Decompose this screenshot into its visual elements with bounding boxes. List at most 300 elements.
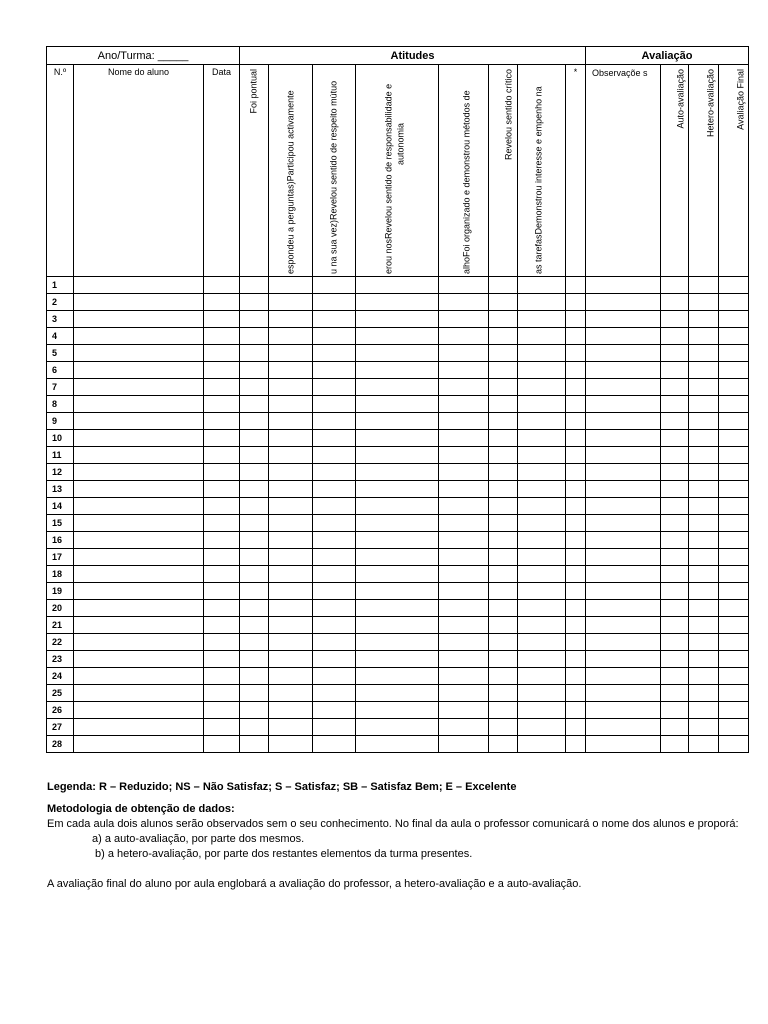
table-cell[interactable] [586,362,661,379]
table-cell[interactable] [719,668,749,685]
table-cell[interactable] [204,362,240,379]
table-cell[interactable] [661,447,689,464]
table-cell[interactable] [719,549,749,566]
table-cell[interactable] [586,447,661,464]
table-cell[interactable] [566,549,586,566]
table-cell[interactable] [586,345,661,362]
table-cell[interactable] [269,447,313,464]
table-cell[interactable] [240,311,269,328]
table-cell[interactable] [689,430,719,447]
table-cell[interactable] [566,396,586,413]
table-cell[interactable] [269,413,313,430]
table-cell[interactable] [661,532,689,549]
table-cell[interactable] [356,566,439,583]
table-cell[interactable] [518,430,566,447]
table-cell[interactable] [439,583,489,600]
table-cell[interactable] [566,532,586,549]
table-cell[interactable] [719,345,749,362]
table-cell[interactable] [439,515,489,532]
table-cell[interactable] [439,294,489,311]
table-cell[interactable] [74,447,204,464]
table-cell[interactable] [356,447,439,464]
table-cell[interactable] [313,345,356,362]
table-cell[interactable] [74,481,204,498]
table-cell[interactable] [439,549,489,566]
table-cell[interactable] [489,362,518,379]
table-cell[interactable] [269,532,313,549]
table-cell[interactable] [439,736,489,753]
table-cell[interactable] [518,583,566,600]
table-cell[interactable] [204,685,240,702]
table-cell[interactable] [661,328,689,345]
table-cell[interactable] [489,685,518,702]
table-cell[interactable] [566,430,586,447]
table-cell[interactable] [586,379,661,396]
table-cell[interactable] [566,379,586,396]
table-cell[interactable] [719,464,749,481]
table-cell[interactable] [74,668,204,685]
table-cell[interactable] [240,294,269,311]
table-cell[interactable] [439,702,489,719]
table-cell[interactable] [439,362,489,379]
table-cell[interactable] [586,566,661,583]
table-cell[interactable] [204,379,240,396]
table-cell[interactable] [439,651,489,668]
table-cell[interactable] [356,583,439,600]
table-cell[interactable] [689,634,719,651]
table-cell[interactable] [356,668,439,685]
table-cell[interactable] [518,702,566,719]
table-cell[interactable] [661,277,689,294]
table-cell[interactable] [356,719,439,736]
table-cell[interactable] [489,600,518,617]
table-cell[interactable] [719,651,749,668]
table-cell[interactable] [439,396,489,413]
table-cell[interactable] [240,430,269,447]
table-cell[interactable] [269,362,313,379]
table-cell[interactable] [518,498,566,515]
table-cell[interactable] [204,413,240,430]
table-cell[interactable] [489,464,518,481]
table-cell[interactable] [269,634,313,651]
table-cell[interactable] [661,549,689,566]
table-cell[interactable] [204,328,240,345]
table-cell[interactable] [74,583,204,600]
table-cell[interactable] [489,430,518,447]
table-cell[interactable] [689,702,719,719]
table-cell[interactable] [586,651,661,668]
table-cell[interactable] [439,430,489,447]
table-cell[interactable] [269,583,313,600]
table-cell[interactable] [489,277,518,294]
table-cell[interactable] [489,328,518,345]
table-cell[interactable] [489,549,518,566]
table-cell[interactable] [356,736,439,753]
table-cell[interactable] [204,736,240,753]
table-cell[interactable] [74,532,204,549]
table-cell[interactable] [74,430,204,447]
table-cell[interactable] [566,651,586,668]
table-cell[interactable] [566,702,586,719]
table-cell[interactable] [74,736,204,753]
table-cell[interactable] [439,447,489,464]
table-cell[interactable] [661,345,689,362]
table-cell[interactable] [269,345,313,362]
table-cell[interactable] [356,362,439,379]
table-cell[interactable] [566,277,586,294]
table-cell[interactable] [661,600,689,617]
table-cell[interactable] [269,498,313,515]
table-cell[interactable] [661,617,689,634]
table-cell[interactable] [719,294,749,311]
table-cell[interactable] [313,498,356,515]
table-cell[interactable] [204,430,240,447]
table-cell[interactable] [689,668,719,685]
table-cell[interactable] [518,600,566,617]
table-cell[interactable] [661,464,689,481]
table-cell[interactable] [518,719,566,736]
table-cell[interactable] [204,498,240,515]
table-cell[interactable] [719,413,749,430]
table-cell[interactable] [566,617,586,634]
table-cell[interactable] [586,634,661,651]
table-cell[interactable] [204,617,240,634]
table-cell[interactable] [489,345,518,362]
table-cell[interactable] [586,668,661,685]
table-cell[interactable] [356,277,439,294]
table-cell[interactable] [74,719,204,736]
table-cell[interactable] [356,702,439,719]
table-cell[interactable] [269,600,313,617]
table-cell[interactable] [313,651,356,668]
table-cell[interactable] [204,277,240,294]
table-cell[interactable] [204,515,240,532]
table-cell[interactable] [439,617,489,634]
table-cell[interactable] [566,600,586,617]
table-cell[interactable] [719,736,749,753]
table-cell[interactable] [204,311,240,328]
table-cell[interactable] [204,532,240,549]
table-cell[interactable] [240,566,269,583]
table-cell[interactable] [356,311,439,328]
table-cell[interactable] [204,651,240,668]
table-cell[interactable] [240,549,269,566]
table-cell[interactable] [719,379,749,396]
table-cell[interactable] [313,447,356,464]
table-cell[interactable] [586,532,661,549]
table-cell[interactable] [518,328,566,345]
table-cell[interactable] [689,685,719,702]
table-cell[interactable] [689,600,719,617]
table-cell[interactable] [489,634,518,651]
table-cell[interactable] [240,702,269,719]
table-cell[interactable] [661,566,689,583]
table-cell[interactable] [356,379,439,396]
table-cell[interactable] [566,583,586,600]
table-cell[interactable] [313,396,356,413]
table-cell[interactable] [269,685,313,702]
table-cell[interactable] [489,736,518,753]
table-cell[interactable] [719,634,749,651]
table-cell[interactable] [719,311,749,328]
table-cell[interactable] [586,277,661,294]
table-cell[interactable] [661,736,689,753]
table-cell[interactable] [240,583,269,600]
table-cell[interactable] [240,447,269,464]
table-cell[interactable] [489,719,518,736]
table-cell[interactable] [586,719,661,736]
table-cell[interactable] [689,328,719,345]
table-cell[interactable] [204,447,240,464]
table-cell[interactable] [313,583,356,600]
table-cell[interactable] [74,277,204,294]
table-cell[interactable] [586,702,661,719]
table-cell[interactable] [566,515,586,532]
table-cell[interactable] [518,464,566,481]
table-cell[interactable] [661,634,689,651]
table-cell[interactable] [661,668,689,685]
table-cell[interactable] [518,396,566,413]
table-cell[interactable] [269,719,313,736]
table-cell[interactable] [313,481,356,498]
table-cell[interactable] [204,549,240,566]
table-cell[interactable] [689,311,719,328]
table-cell[interactable] [661,685,689,702]
table-cell[interactable] [74,413,204,430]
table-cell[interactable] [313,566,356,583]
table-cell[interactable] [269,566,313,583]
table-cell[interactable] [689,413,719,430]
table-cell[interactable] [661,583,689,600]
table-cell[interactable] [566,481,586,498]
table-cell[interactable] [586,328,661,345]
table-cell[interactable] [240,481,269,498]
table-cell[interactable] [74,311,204,328]
table-cell[interactable] [269,294,313,311]
table-cell[interactable] [313,294,356,311]
table-cell[interactable] [719,702,749,719]
table-cell[interactable] [689,515,719,532]
table-cell[interactable] [313,702,356,719]
table-cell[interactable] [719,277,749,294]
table-cell[interactable] [269,617,313,634]
table-cell[interactable] [489,532,518,549]
table-cell[interactable] [586,481,661,498]
table-cell[interactable] [518,345,566,362]
table-cell[interactable] [489,413,518,430]
table-cell[interactable] [566,328,586,345]
table-cell[interactable] [586,685,661,702]
table-cell[interactable] [566,668,586,685]
table-cell[interactable] [356,498,439,515]
table-cell[interactable] [689,498,719,515]
table-cell[interactable] [269,379,313,396]
table-cell[interactable] [661,651,689,668]
table-cell[interactable] [356,396,439,413]
table-cell[interactable] [240,532,269,549]
table-cell[interactable] [489,668,518,685]
table-cell[interactable] [269,702,313,719]
table-cell[interactable] [566,736,586,753]
table-cell[interactable] [74,396,204,413]
table-cell[interactable] [74,328,204,345]
table-cell[interactable] [313,328,356,345]
table-cell[interactable] [661,719,689,736]
table-cell[interactable] [74,515,204,532]
table-cell[interactable] [489,515,518,532]
table-cell[interactable] [439,277,489,294]
table-cell[interactable] [74,498,204,515]
table-cell[interactable] [689,719,719,736]
table-cell[interactable] [269,481,313,498]
table-cell[interactable] [439,481,489,498]
table-cell[interactable] [439,719,489,736]
table-cell[interactable] [518,634,566,651]
table-cell[interactable] [566,685,586,702]
table-cell[interactable] [689,345,719,362]
table-cell[interactable] [439,379,489,396]
table-cell[interactable] [518,685,566,702]
table-cell[interactable] [719,685,749,702]
table-cell[interactable] [586,549,661,566]
table-cell[interactable] [566,447,586,464]
table-cell[interactable] [240,413,269,430]
table-cell[interactable] [439,685,489,702]
table-cell[interactable] [586,464,661,481]
table-cell[interactable] [689,447,719,464]
table-cell[interactable] [661,702,689,719]
table-cell[interactable] [269,430,313,447]
table-cell[interactable] [269,277,313,294]
table-cell[interactable] [566,345,586,362]
table-cell[interactable] [313,311,356,328]
table-cell[interactable] [240,515,269,532]
table-cell[interactable] [489,294,518,311]
table-cell[interactable] [269,396,313,413]
table-cell[interactable] [518,668,566,685]
table-cell[interactable] [74,362,204,379]
table-cell[interactable] [566,413,586,430]
table-cell[interactable] [313,464,356,481]
table-cell[interactable] [356,651,439,668]
table-cell[interactable] [439,566,489,583]
table-cell[interactable] [689,277,719,294]
table-cell[interactable] [661,396,689,413]
table-cell[interactable] [204,600,240,617]
table-cell[interactable] [439,311,489,328]
table-cell[interactable] [74,549,204,566]
table-cell[interactable] [204,294,240,311]
table-cell[interactable] [356,294,439,311]
table-cell[interactable] [356,328,439,345]
table-cell[interactable] [489,396,518,413]
table-cell[interactable] [269,328,313,345]
table-cell[interactable] [240,498,269,515]
table-cell[interactable] [566,498,586,515]
table-cell[interactable] [356,532,439,549]
table-cell[interactable] [518,294,566,311]
table-cell[interactable] [586,583,661,600]
table-cell[interactable] [74,617,204,634]
table-cell[interactable] [74,379,204,396]
table-cell[interactable] [518,379,566,396]
table-cell[interactable] [719,481,749,498]
table-cell[interactable] [719,566,749,583]
table-cell[interactable] [240,277,269,294]
table-cell[interactable] [439,634,489,651]
table-cell[interactable] [586,311,661,328]
table-cell[interactable] [313,379,356,396]
table-cell[interactable] [518,549,566,566]
table-cell[interactable] [313,362,356,379]
table-cell[interactable] [204,702,240,719]
table-cell[interactable] [439,345,489,362]
table-cell[interactable] [269,736,313,753]
table-cell[interactable] [74,566,204,583]
table-cell[interactable] [586,515,661,532]
table-cell[interactable] [489,447,518,464]
table-cell[interactable] [719,430,749,447]
table-cell[interactable] [566,362,586,379]
table-cell[interactable] [719,600,749,617]
table-cell[interactable] [74,685,204,702]
table-cell[interactable] [269,515,313,532]
table-cell[interactable] [689,464,719,481]
table-cell[interactable] [518,481,566,498]
table-cell[interactable] [586,736,661,753]
table-cell[interactable] [74,345,204,362]
table-cell[interactable] [566,566,586,583]
table-cell[interactable] [240,617,269,634]
table-cell[interactable] [240,345,269,362]
table-cell[interactable] [689,396,719,413]
table-cell[interactable] [356,345,439,362]
table-cell[interactable] [204,719,240,736]
table-cell[interactable] [518,651,566,668]
table-cell[interactable] [661,379,689,396]
table-cell[interactable] [489,498,518,515]
table-cell[interactable] [489,566,518,583]
table-cell[interactable] [489,617,518,634]
table-cell[interactable] [566,311,586,328]
table-cell[interactable] [489,311,518,328]
table-cell[interactable] [689,379,719,396]
table-cell[interactable] [518,362,566,379]
table-cell[interactable] [204,566,240,583]
table-cell[interactable] [356,685,439,702]
table-cell[interactable] [518,447,566,464]
table-cell[interactable] [661,430,689,447]
table-cell[interactable] [313,617,356,634]
table-cell[interactable] [204,481,240,498]
table-cell[interactable] [719,396,749,413]
table-cell[interactable] [269,464,313,481]
table-cell[interactable] [74,634,204,651]
table-cell[interactable] [689,583,719,600]
table-cell[interactable] [518,736,566,753]
table-cell[interactable] [689,532,719,549]
table-cell[interactable] [586,413,661,430]
table-cell[interactable] [566,464,586,481]
table-cell[interactable] [689,362,719,379]
table-cell[interactable] [313,668,356,685]
table-cell[interactable] [269,311,313,328]
table-cell[interactable] [439,532,489,549]
table-cell[interactable] [518,532,566,549]
table-cell[interactable] [566,719,586,736]
table-cell[interactable] [661,311,689,328]
table-cell[interactable] [689,651,719,668]
